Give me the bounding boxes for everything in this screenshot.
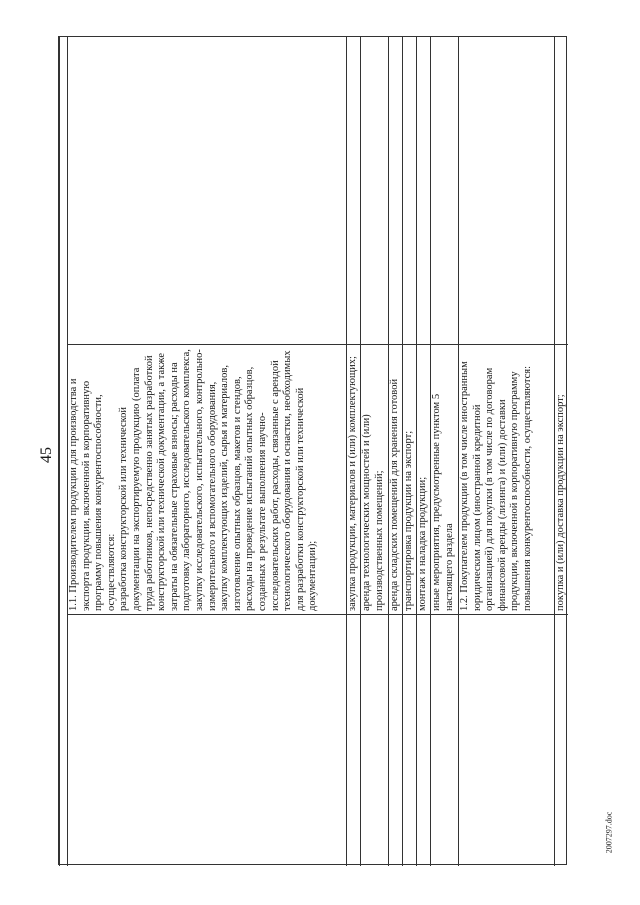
- table-row: [360, 37, 388, 866]
- page-number: 45: [38, 447, 55, 463]
- row-text: аренда складских помещений для хранения готовой: [389, 344, 402, 614]
- table-row: [430, 37, 458, 866]
- table-row: [458, 37, 554, 866]
- table-row: [554, 37, 568, 866]
- row-text: 1.2. Покупателем продукции (в том числе иностранным юридическим лицом (иностранной кредитной организацией) для покупки (в том числе по договорам финансовой аренды (лизинга) и (или) доставки продукции, включенной в корпоративную программу повышения конкурентоспособности, осуществляются:: [459, 344, 554, 614]
- row-text: аренда технологических мощностей и (или) производственных помещений;: [361, 344, 388, 614]
- table-row: [67, 37, 346, 866]
- row-text: закупка продукции, материалов и (или) комплектующих;: [347, 344, 360, 614]
- footer-file-code: 2007297.doc: [604, 811, 614, 854]
- table-row: [388, 37, 402, 866]
- table-row: [402, 37, 416, 866]
- table-row: [416, 37, 430, 866]
- row-text: покупка и (или) доставка продукции на экспорт;: [555, 344, 568, 614]
- rotated-table: [58, 36, 567, 865]
- row-text: монтаж и наладка продукции;: [417, 344, 430, 614]
- table-row: [346, 37, 360, 866]
- row-text: 1.1. Производителем продукции для производства и экспорта продукции, включенной в корпоративную программу повышения конкурентоспособности, осуществляются: разработка конструкторской или технической документации на экспортируемую продукцию (оплата труда работников, непосредственно занятых разработкой конструкторской или технической документации, а также затраты на обязательные страховые взносы; расходы на подготовку лабораторного, исследовательского комплекса, закупку исследовательского, испытательного, контрольно-измерительного и вспомогательного оборудования, закупку комплектующих изделий, сырья и материалов, изготовление опытных образцов, макетов и стендов, расходы на проведение испытаний опытных образцов, созданных в результате выполнения научно-исследовательских работ, расходы, связанные с арендой технологического оборудования и оснастки, необходимых для разработки конструкторской или технической документации);: [68, 344, 346, 614]
- row-text: иные мероприятия, предусмотренные пунктом 5 настоящего раздела: [431, 344, 458, 614]
- table-content: [59, 37, 568, 866]
- row-text: транспортировка продукции на экспорт;: [403, 344, 416, 614]
